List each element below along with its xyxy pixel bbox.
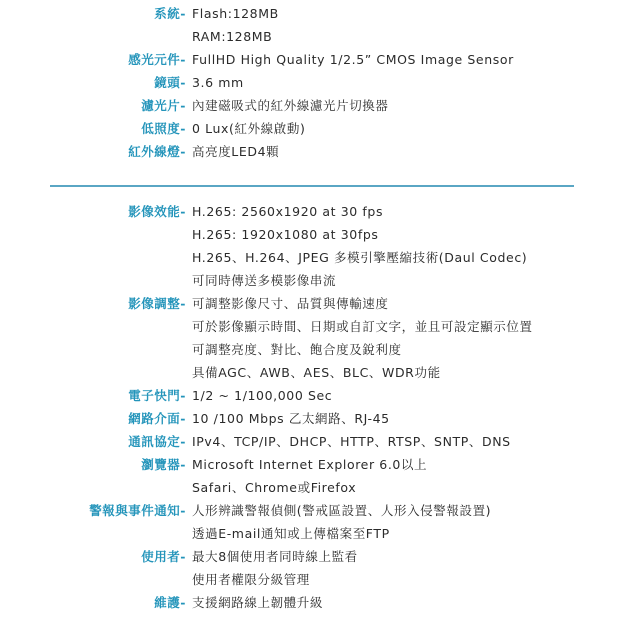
spec-row (0, 499, 620, 545)
spec-value: 使用者權限分級管理 (192, 572, 310, 587)
spec-row (0, 407, 620, 430)
spec-label: 感光元件- (128, 52, 186, 67)
spec-row (0, 384, 620, 407)
spec-value: 支援網路線上韌體升級 (192, 595, 324, 610)
spec-values (186, 384, 620, 407)
spec-value: H.265、H.264、JPEG 多模引擎壓縮技術(Daul Codec) (192, 250, 528, 265)
spec-label: 鏡頭- (154, 75, 186, 90)
spec-row (0, 2, 620, 48)
spec-row (0, 71, 620, 94)
spec-label: 影像效能- (128, 204, 186, 219)
spec-value: IPv4、TCP/IP、DHCP、HTTP、RTSP、SNTP、DNS (192, 434, 511, 449)
spec-values (186, 591, 620, 614)
spec-values (186, 545, 620, 591)
spec-value: 可調整亮度、對比、飽合度及銳利度 (192, 342, 402, 357)
spec-label: 警報與事件通知- (89, 503, 186, 518)
spec-row (0, 48, 620, 71)
spec-values (186, 140, 620, 163)
spec-value: 1/2 ~ 1/100,000 Sec (192, 388, 333, 403)
spec-row (0, 453, 620, 499)
spec-value: 10 /100 Mbps 乙太網路、RJ-45 (192, 411, 390, 426)
spec-value: 人形辨識警報偵側(警戒區設置、人形入侵警報設置) (192, 503, 492, 518)
spec-row (0, 545, 620, 591)
spec-values (186, 453, 620, 499)
spec-value: Flash:128MB (192, 6, 279, 21)
spec-value: 可調整影像尺寸、品質與傳輸速度 (192, 296, 389, 311)
spec-row (0, 292, 620, 384)
spec-label: 使用者- (141, 549, 186, 564)
spec-row (0, 430, 620, 453)
spec-value: 可同時傳送多模影像串流 (192, 273, 337, 288)
spec-values (186, 2, 620, 48)
spec-label: 紅外線燈- (128, 144, 186, 159)
spec-label: 低照度- (141, 121, 186, 136)
spec-label: 系統- (154, 6, 186, 21)
spec-value: 內建磁吸式的紅外線濾光片切換器 (192, 98, 389, 113)
spec-value: 3.6 mm (192, 75, 244, 90)
spec-values (186, 117, 620, 140)
spec-value: 最大8個使用者同時線上監看 (192, 549, 358, 564)
spec-value: 高亮度LED4顆 (192, 144, 280, 159)
spec-value: Safari、Chrome或Firefox (192, 480, 357, 495)
spec-label: 瀏覽器- (141, 457, 186, 472)
spec-value: H.265: 1920x1080 at 30fps (192, 227, 379, 242)
spec-values (186, 407, 620, 430)
spec-values (186, 48, 620, 71)
spec-label: 濾光片- (141, 98, 186, 113)
spec-value: 可於影像顯示時間、日期或自訂文字，並且可設定顯示位置 (192, 319, 533, 334)
spec-row (0, 140, 620, 163)
spec-label: 影像調整- (128, 296, 186, 311)
spec-value: FullHD High Quality 1/2.5” CMOS Image Sensor (192, 52, 514, 67)
spec-row (0, 94, 620, 117)
spec-value: Microsoft Internet Explorer 6.0以上 (192, 457, 428, 472)
spec-label: 通訊協定- (128, 434, 186, 449)
spec-value: H.265: 2560x1920 at 30 fps (192, 204, 384, 219)
spec-values (186, 292, 620, 384)
spec-values (186, 200, 620, 292)
spec-values (186, 94, 620, 117)
spec-value: 透過E-mail通知或上傳檔案至FTP (192, 526, 390, 541)
spec-values (186, 71, 620, 94)
spec-label: 電子快門- (128, 388, 186, 403)
spec-section-hardware (0, 2, 620, 163)
spec-row (0, 117, 620, 140)
spec-row (0, 200, 620, 292)
spec-value: 具備AGC、AWB、AES、BLC、WDR功能 (192, 365, 441, 380)
spec-value: 0 Lux(紅外線啟動) (192, 121, 306, 136)
section-divider (50, 185, 574, 187)
spec-section-features (0, 200, 620, 614)
spec-label: 網路介面- (128, 411, 186, 426)
spec-row (0, 591, 620, 614)
spec-value: RAM:128MB (192, 29, 273, 44)
spec-label: 維護- (154, 595, 186, 610)
spec-values (186, 499, 620, 545)
spec-values (186, 430, 620, 453)
